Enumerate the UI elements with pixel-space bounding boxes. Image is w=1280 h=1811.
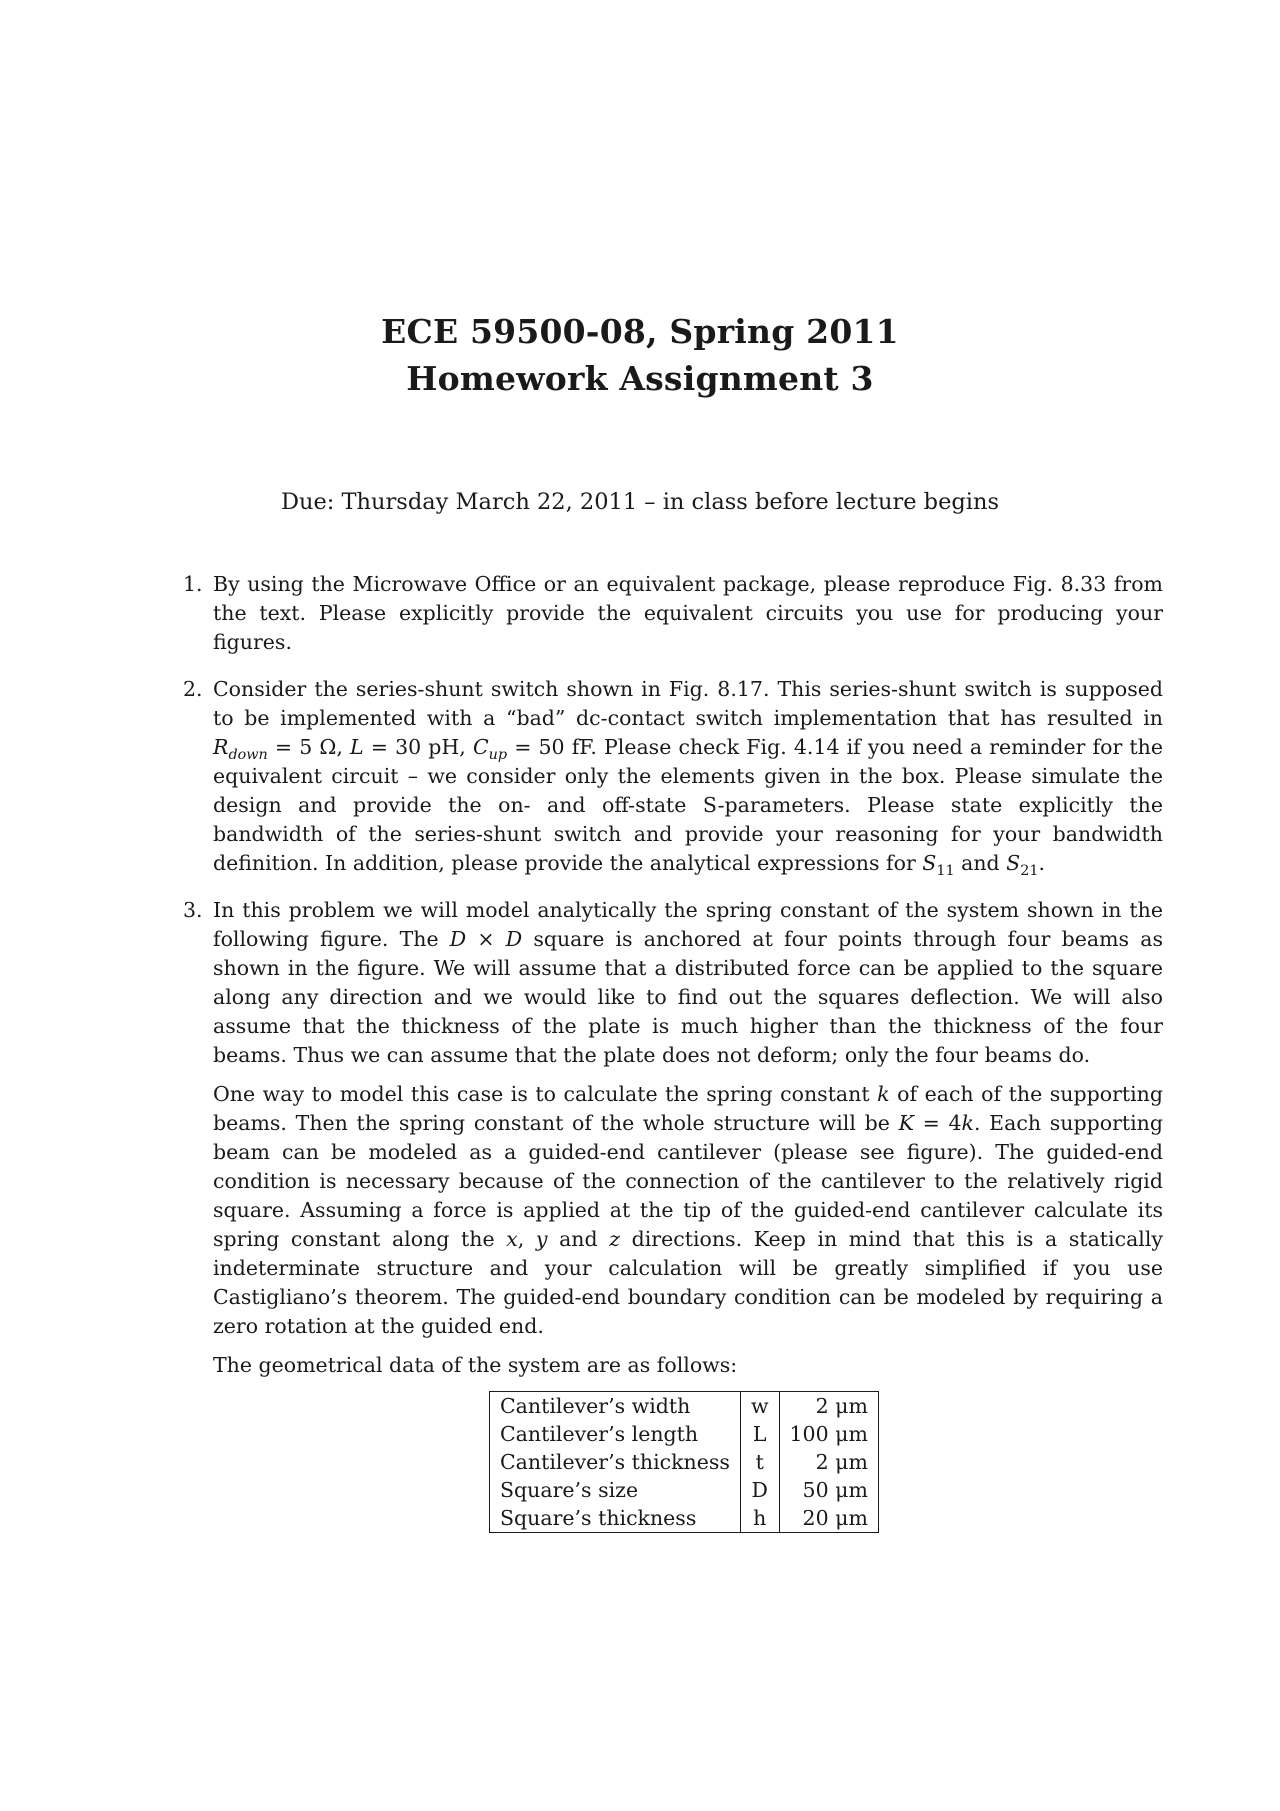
row-symbol: L (740, 1420, 779, 1448)
geometry-table (489, 1391, 879, 1533)
row-value: 2 μm (815, 1450, 868, 1474)
row-label: Cantilever’s width (490, 1392, 741, 1421)
problem-3 (183, 896, 1163, 1380)
problem-text: By using the Microwave Office or an equivalent package, please reproduce Fig. 8.33 from the text. Please explicitly provide the equivalent circuits you use for producing your figures. (213, 572, 1163, 654)
problem-paragraph-1: In this problem we will model analytically the spring constant of the system shown in the following figure. The D × D square is anchored at four points through four beams as shown in the figure. We will assume that a distributed force can be applied to the square along any direction and we would like to find out the squares deflection. We will also assume that the thickness of the plate is much higher than the thickness of the four beams. Thus we can assume that the plate does not deform; only the four beams do. (213, 898, 1163, 1067)
table-row (490, 1504, 879, 1533)
assignment-title: Homework Assignment 3 (406, 359, 874, 398)
row-symbol: t (740, 1448, 779, 1476)
table-row (490, 1448, 879, 1476)
row-value: 50 μm (802, 1478, 868, 1502)
problem-list (183, 570, 1163, 1398)
table-row (490, 1420, 879, 1448)
table-row (490, 1476, 879, 1504)
row-symbol: w (740, 1392, 779, 1421)
problem-paragraph-3: The geometrical data of the system are as follows: (213, 1353, 738, 1377)
table-row (490, 1392, 879, 1421)
problem-number: 3. (183, 898, 203, 922)
row-label: Cantilever’s thickness (490, 1448, 741, 1476)
row-value: 2 μm (815, 1394, 868, 1418)
row-symbol: h (740, 1504, 779, 1533)
row-label: Square’s thickness (490, 1504, 741, 1533)
problem-text: Consider the series-shunt switch shown in Fig. 8.17. This series-shunt switch is supposed to be implemented with a “bad” dc-contact switch implementation that has resulted in $R_{down} = 5$ Ω, L = 30 pH, $C_{up} = 50$ fF. Please check Fig. 4.14 if you need a reminder for the equivalent circuit – we consider only the elements given in the box. Please simulate the design and provide the on- and off-state S-parameters. Please state explicitly the bandwidth of the series-shunt switch and provide your reasoning for your bandwidth definition. In addition, please provide the analytical expressions for $S_{11}$ and $S_{21}$. (213, 677, 1163, 880)
row-value: 20 μm (802, 1506, 868, 1530)
row-label: Square’s size (490, 1476, 741, 1504)
due-date-line: Due: Thursday March 22, 2011 – in class before lecture begins (280, 489, 1000, 515)
problem-2 (183, 675, 1163, 878)
course-title: ECE 59500-08, Spring 2011 (381, 312, 899, 351)
problem-number: 1. (183, 572, 203, 596)
problem-number: 2. (183, 677, 203, 701)
geometry-table-wrap (489, 1391, 879, 1533)
problem-1 (183, 570, 1163, 657)
row-value: 100 μm (789, 1422, 868, 1446)
row-symbol: D (740, 1476, 779, 1504)
problem-paragraph-2: One way to model this case is to calculate the spring constant k of each of the supporting beams. Then the spring constant of the whole structure will be K = 4k. Each supporting beam can be modeled as a guided-end cantilever (please see figure). The guided-end condition is necessary because of the connection of the cantilever to the relatively rigid square. Assuming a force is applied at the tip of the guided-end cantilever calculate its spring constant along the x, y and z directions. Keep in mind that this is a statically indeterminate structure and your calculation will be greatly simplified if you use Castigliano’s theorem. The guided-end boundary condition can be modeled by requiring a zero rotation at the guided end. (213, 1082, 1163, 1338)
row-label: Cantilever’s length (490, 1420, 741, 1448)
